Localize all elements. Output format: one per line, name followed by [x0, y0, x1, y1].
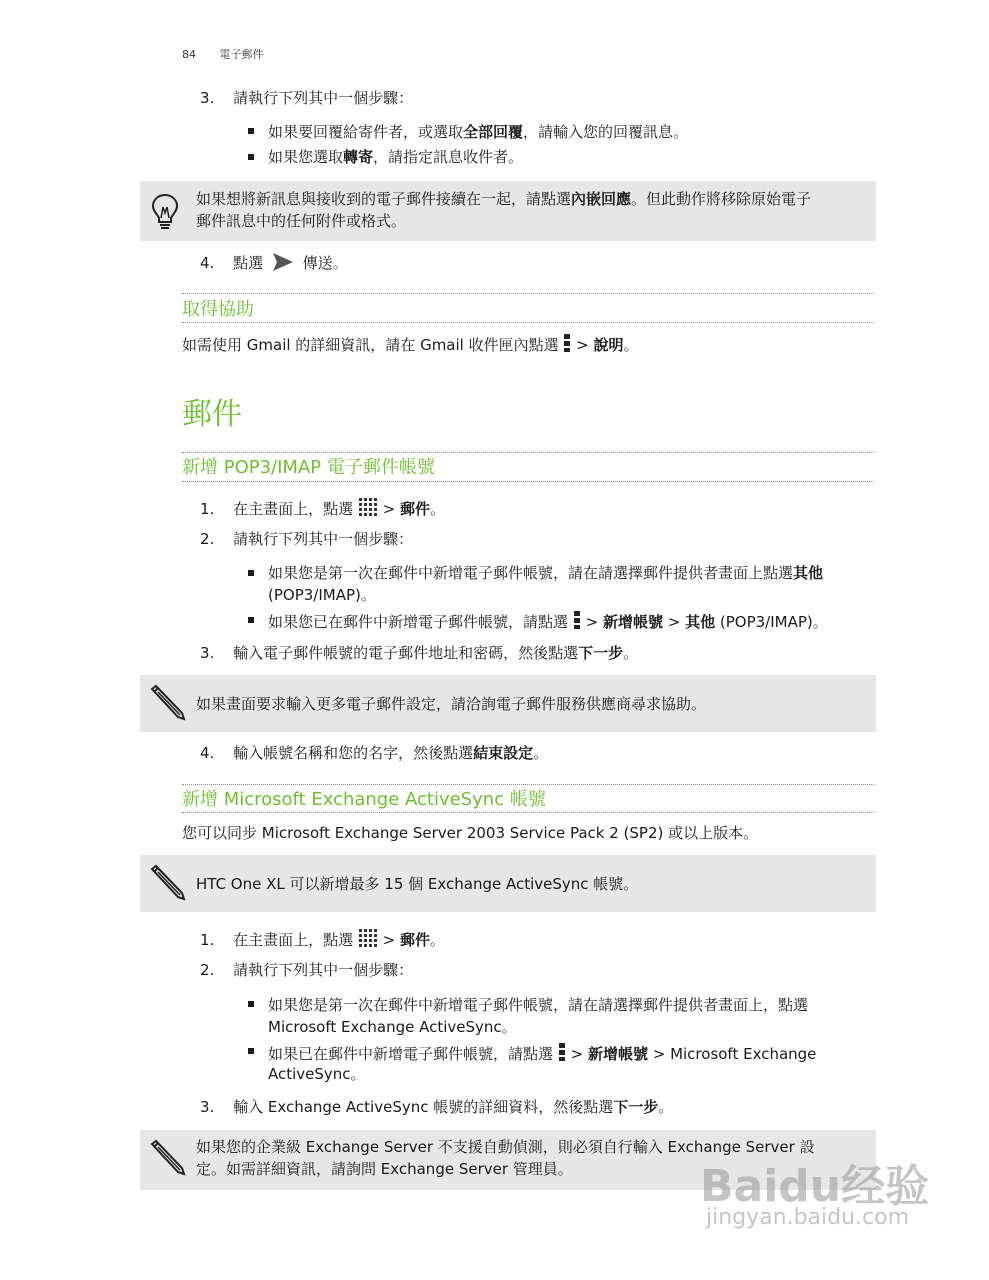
bullet-item: 如果您是第一次在郵件中新增電子郵件帳號，請在請選擇郵件提供者畫面上，點選	[268, 996, 809, 1014]
note-box: 如果您的企業級 Exchange Server 不支援自動偵測，則必須自行輸入 Exchange Server 設 定。如需詳細資訊，請詢問 Exchange Server 管理員。	[140, 1130, 876, 1190]
step-item: 1. 在主畫面上，點選 > 郵件。	[200, 928, 445, 953]
menu-icon	[563, 333, 571, 358]
chapter-heading: 郵件	[182, 397, 242, 432]
bullet-item: 如果要回覆給寄件者，或選取全部回覆，請輸入您的回覆訊息。	[268, 123, 689, 141]
apps-grid-icon	[358, 928, 378, 953]
step-item: 1. 在主畫面上，點選 > 郵件。	[200, 497, 445, 522]
divider	[182, 293, 874, 294]
step-item: 2. 請執行下列其中一個步驟：	[200, 530, 414, 548]
step-item: 2. 請執行下列其中一個步驟：	[200, 961, 414, 979]
page-number: 84	[182, 48, 196, 61]
step-item: 4. 點選 傳送。	[200, 252, 348, 277]
tip-box: 如果想將新訊息與接收到的電子郵件接續在一起，請點選內嵌回應。但此動作將移除原始電子 郵件訊息中的任何附件或格式。	[140, 181, 876, 241]
section-title: 新增 POP3/IMAP 電子郵件帳號	[182, 457, 435, 478]
send-icon	[272, 252, 294, 277]
divider	[182, 481, 874, 482]
intro-paragraph: 您可以同步 Microsoft Exchange Server 2003 Service Pack 2 (SP2) 或以上版本。	[182, 824, 759, 842]
section-title: 取得協助	[182, 299, 254, 320]
watermark-logo: Baidu经验	[700, 1161, 930, 1212]
bullet-marker	[248, 154, 254, 160]
bullet-marker	[248, 1048, 254, 1054]
step-item: 3. 輸入電子郵件帳號的電子郵件地址和密碼，然後點選下一步。	[200, 644, 639, 662]
pencil-icon	[148, 683, 186, 725]
step-item: 4. 輸入帳號名稱和您的名字，然後點選結束設定。	[200, 744, 549, 762]
note-box: 如果畫面要求輸入更多電子郵件設定，請洽詢電子郵件服務供應商尋求協助。	[140, 675, 876, 732]
note-box: HTC One XL 可以新增最多 15 個 Exchange ActiveSync 帳號。	[140, 855, 876, 912]
step-item: 3. 請執行下列其中一個步驟：	[200, 89, 414, 107]
chapter-title: 電子郵件	[219, 48, 264, 61]
lightbulb-icon	[148, 191, 182, 235]
bullet-item: 如果您選取轉寄，請指定訊息收件者。	[268, 148, 524, 166]
bullet-marker	[248, 1001, 254, 1007]
bullet-marker	[248, 570, 254, 576]
step-item: 3. 輸入 Exchange ActiveSync 帳號的詳細資料，然後點選下一步。	[200, 1098, 674, 1116]
bullet-marker	[248, 128, 254, 134]
bullet-item: 如果您是第一次在郵件中新增電子郵件帳號，請在請選擇郵件提供者畫面上點選其他	[268, 564, 824, 582]
apps-grid-icon	[358, 497, 378, 522]
section-title: 新增 Microsoft Exchange ActiveSync 帳號	[182, 789, 546, 810]
bullet-marker	[248, 617, 254, 623]
page-header	[182, 46, 264, 62]
bullet-item: 如果您已在郵件中新增電子郵件帳號，請點選 > 新增帳號 > 其他 (POP3/IMAP)。	[268, 610, 828, 635]
menu-icon	[573, 610, 581, 635]
menu-icon	[558, 1042, 566, 1067]
help-paragraph: 如需使用 Gmail 的詳細資訊，請在 Gmail 收件匣內點選 > 說明。	[182, 333, 639, 358]
watermark-url: jingyan.baidu.com	[706, 1205, 910, 1230]
pencil-icon	[148, 863, 186, 905]
divider	[182, 784, 874, 785]
pencil-icon	[148, 1138, 186, 1180]
divider	[182, 322, 874, 323]
divider	[182, 452, 874, 453]
divider	[182, 812, 874, 813]
bullet-item: 如果已在郵件中新增電子郵件帳號，請點選 > 新增帳號 > Microsoft Exchange	[268, 1042, 816, 1067]
